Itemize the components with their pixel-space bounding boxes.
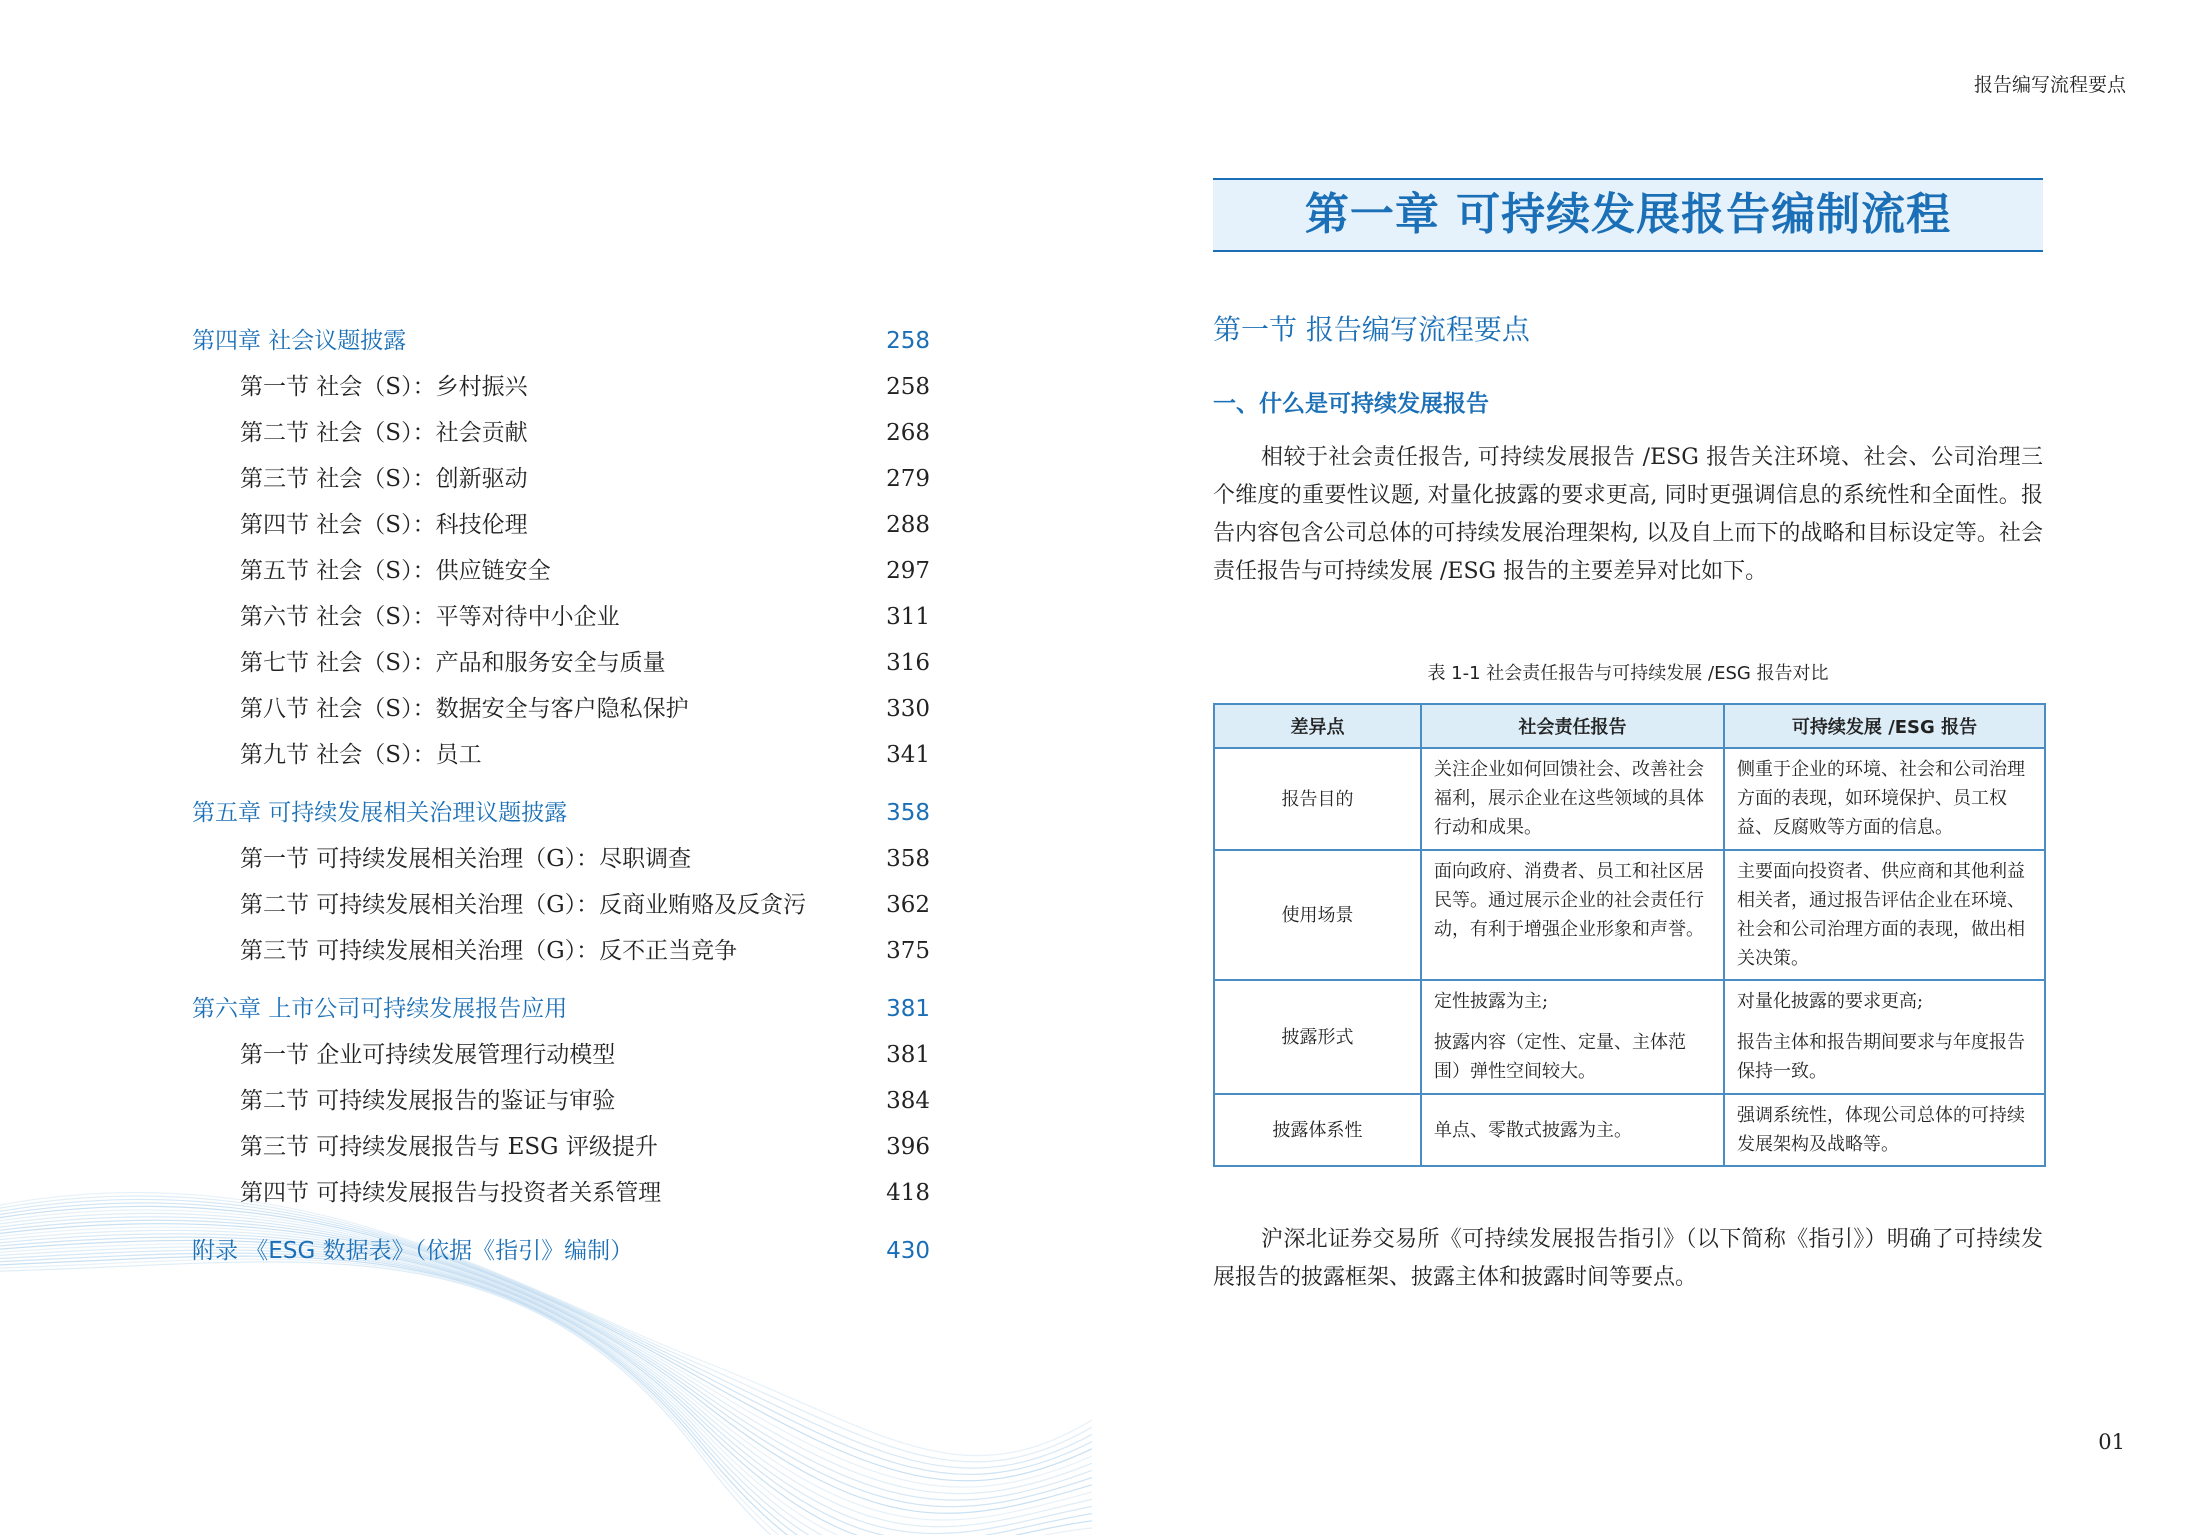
toc-chapter-entry[interactable] [192,318,930,364]
toc-page: 430 [886,1238,930,1264]
toc-section-entry[interactable] [192,836,930,882]
toc-title: 第一节 企业可持续发展管理行动模型 [240,1042,616,1068]
toc-section-entry[interactable] [192,1032,930,1078]
toc-chapter-entry[interactable] [192,1228,930,1274]
toc-gap [192,974,930,986]
intro-paragraph: 相较于社会责任报告, 可持续发展报告 /ESG 报告关注环境、社会、公司治理三个维度的重要性议题, 对量化披露的要求更高, 同时更强调信息的系统性和全面性。报告内容包含公司总体的可持续发展治理架构, 以及自上而下的战略和目标设定等。社会责任报告与可持续发展 /ESG 报告的主要差异对比如下。 [1213,445,2043,584]
cell-text: 披露内容（定性、定量、主体范围）弹性空间较大。 [1434,1032,1686,1082]
toc-page: 375 [886,938,930,964]
wave-line [0,1262,1092,1535]
toc-section-entry[interactable] [192,686,930,732]
toc-page: 268 [886,420,930,446]
toc-section-entry[interactable] [192,548,930,594]
toc-title: 第五章 可持续发展相关治理议题披露 [192,800,568,826]
wave-line [0,1230,1092,1526]
running-head: 报告编写流程要点 [1973,74,2126,96]
esg-cell [1724,850,2045,980]
toc-title: 第五节 社会（S）：供应链安全 [240,558,551,584]
chapter-title: 第一章 可持续发展报告编制流程 [1304,189,1952,240]
table-header-cell: 社会责任报告 [1421,704,1724,748]
wave-line [0,1256,1092,1535]
toc-title: 第三节 可持续发展报告与 ESG 评级提升 [240,1134,658,1160]
page-number: 01 [2098,1430,2125,1454]
cell-text: 单点、零散式披露为主。 [1434,1119,1632,1141]
toc-section-entry[interactable] [192,364,930,410]
toc-title: 第七节 社会（S）：产品和服务安全与质量 [240,650,666,676]
section-title: 第一节 报告编写流程要点 [1213,313,1530,346]
toc-section-entry[interactable] [192,456,930,502]
table-caption: 表 1-1 社会责任报告与可持续发展 /ESG 报告对比 [1427,663,1829,684]
toc-chapter-entry[interactable] [192,790,930,836]
table-row [1214,1094,2045,1166]
csr-cell [1421,980,1724,1094]
toc-title: 第二节 社会（S）：社会贡献 [240,420,528,446]
table-row [1214,748,2045,850]
closing-paragraph: 沪深北证券交易所《可持续发展报告指引》（以下简称《指引》）明确了可持续发展报告的披露框架、披露主体和披露时间等要点。 [1213,1227,2043,1290]
toc-chapter-entry[interactable] [192,986,930,1032]
cell-text: 强调系统性，体现公司总体的可持续发展架构及战略等。 [1737,1105,2025,1155]
toc-title: 第三节 社会（S）：创新驱动 [240,466,528,492]
toc-page: 381 [886,1042,930,1068]
toc-section-entry[interactable] [192,502,930,548]
esg-cell [1724,980,2045,1094]
toc-section-entry[interactable] [192,1078,930,1124]
sub-title: 一、什么是可持续发展报告 [1213,391,1489,417]
toc-page: 279 [886,466,930,492]
csr-cell [1421,850,1724,980]
toc-section-entry[interactable] [192,882,930,928]
row-head-cell: 使用场景 [1214,850,1421,980]
toc-page: 381 [886,996,930,1022]
table-header-cell: 差异点 [1214,704,1421,748]
wave-line [0,1234,1092,1534]
wave-line [0,1259,1092,1535]
toc-title: 第一节 可持续发展相关治理（G）：尽职调查 [240,846,692,872]
cell-text: 定性披露为主; [1434,991,1549,1012]
toc-section-entry[interactable] [192,410,930,456]
table-of-contents [192,318,930,1274]
toc-page: 358 [886,800,930,826]
toc-page: 384 [886,1088,930,1114]
csr-cell [1421,1094,1724,1166]
toc-title: 第六章 上市公司可持续发展报告应用 [192,996,568,1022]
table-header-cell: 可持续发展 /ESG 报告 [1724,704,2045,748]
wave-line [0,1250,1092,1535]
toc-section-entry[interactable] [192,732,930,778]
toc-section-entry[interactable] [192,640,930,686]
wave-line [0,1237,1092,1535]
toc-title: 第一节 社会（S）：乡村振兴 [240,374,528,400]
comparison-table [1213,703,2046,1167]
table-row [1214,980,2045,1094]
toc-section-entry[interactable] [192,1124,930,1170]
toc-section-entry[interactable] [192,928,930,974]
table-header-row [1214,704,2045,748]
csr-cell [1421,748,1724,850]
toc-section-entry[interactable] [192,1170,930,1216]
left-page [0,0,1092,1535]
chapter-title-banner [1213,178,2043,252]
toc-title: 第四节 可持续发展报告与投资者关系管理 [240,1180,662,1206]
row-head-cell: 报告目的 [1214,748,1421,850]
toc-title: 第三节 可持续发展相关治理（G）：反不正当竞争 [240,938,738,964]
toc-title: 第二节 可持续发展报告的鉴证与审验 [240,1088,616,1114]
toc-title: 第八节 社会（S）：数据安全与客户隐私保护 [240,696,689,722]
cell-text: 面向政府、消费者、员工和社区居民等。通过展示企业的社会责任行动，有利于增强企业形象和声誉。 [1434,861,1704,940]
toc-page: 418 [886,1180,930,1206]
toc-section-entry[interactable] [192,594,930,640]
toc-page: 297 [886,558,930,584]
cell-text: 侧重于企业的环境、社会和公司治理方面的表现，如环境保护、员工权益、反腐败等方面的信息。 [1737,759,2025,838]
toc-page: 341 [886,742,930,768]
toc-page: 288 [886,512,930,538]
row-head-cell: 披露形式 [1214,980,1421,1094]
esg-cell [1724,1094,2045,1166]
toc-page: 362 [886,892,930,918]
toc-page: 316 [886,650,930,676]
esg-cell [1724,748,2045,850]
toc-title: 第六节 社会（S）：平等对待中小企业 [240,604,620,630]
toc-title: 第四章 社会议题披露 [192,328,407,354]
row-head-cell: 披露体系性 [1214,1094,1421,1166]
cell-text: 报告主体和报告期间要求与年度报告保持一致。 [1737,1032,2025,1082]
cell-text: 关注企业如何回馈社会、改善社会福利，展示企业在这些领域的具体行动和成果。 [1434,759,1704,838]
toc-page: 330 [886,696,930,722]
toc-gap [192,1216,930,1228]
wave-line [0,1253,1092,1535]
cell-text: 对量化披露的要求更高; [1737,991,1924,1012]
right-page [1092,0,2185,1535]
cell-text: 主要面向投资者、供应商和其他利益相关者，通过报告评估企业在环境、社会和公司治理方面的表现，做出相关决策。 [1737,861,2025,969]
toc-page: 258 [886,328,930,354]
wave-line [0,1247,1092,1535]
wave-line [0,1240,1092,1535]
wave-line [0,1244,1092,1535]
toc-page: 258 [886,374,930,400]
toc-page: 358 [886,846,930,872]
toc-title: 附录 《ESG 数据表》（依据《指引》编制） [192,1238,634,1264]
toc-page: 396 [886,1134,930,1160]
toc-page: 311 [886,604,930,630]
toc-title: 第二节 可持续发展相关治理（G）：反商业贿赂及反贪污 [240,892,807,918]
toc-gap [192,778,930,790]
table-row [1214,850,2045,980]
toc-title: 第九节 社会（S）：员工 [240,742,482,768]
toc-title: 第四节 社会（S）：科技伦理 [240,512,528,538]
